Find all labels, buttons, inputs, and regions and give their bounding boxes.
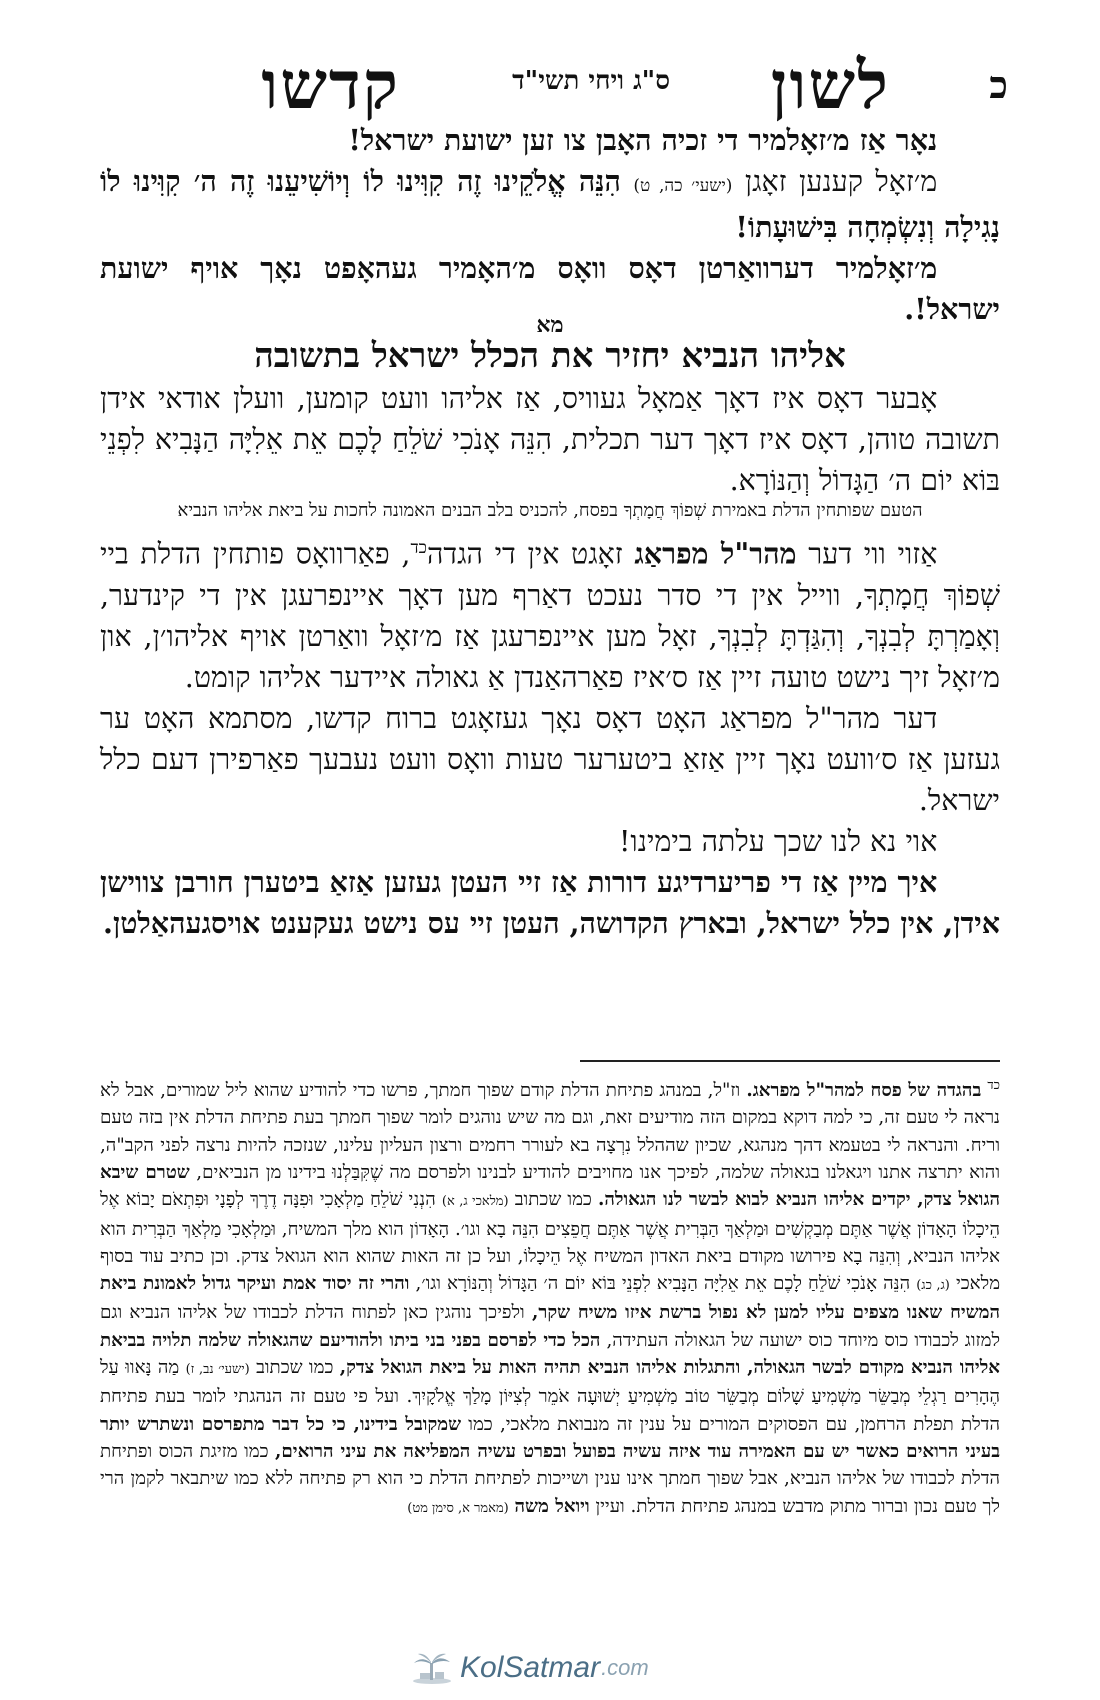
watermark-suffix: .com [601,1655,649,1680]
footnote: $^{כד}$ בהגדה של פסח למהר"ל מפראג. וז"ל, במנהג פתיחת הדלת קודם שפוך חמתך, פרשו כדי להודיע שהוא ליל שמורים, אבל לא נראה לי טעם זה, כי למה דוקא במקום הזה מודיעים זאת, וגם מה שיש נוהגים לומר שפוך חמתך בעת פתיחת הדלת אין בזה טעם וריח. והנראה לי בטעמא דהך מנהגא, שכיון שההלל נִרְצָה בא לעורר רחמים ורצון העליון עלינו, שנזכה להיות נרצה לפני הקב"ה, והוא יתרצה אתנו ויגאלנו בגאולה שלמה, לפיכך אנו מחויבים להודיע לבנינו ולפרסם מה שֶׁקִּבַּלְנוּ בידינו מן הנביאים, שטרם שיבא הגואל צדק, יקדים אליהו הנביא לבוא לבשר לנו הגאולה. כמו שכתוב (מלאכי ג, א) הִנְנִי שֹׁלֵחַ מַלְאָכִי וּפִנָּה דֶרֶךְ לְפָנָי וּפִתְאֹם יָבוֹא אֶל הֵיכָלוֹ הָאָדוֹן אֲשֶׁר אַתֶּם מְבַקְשִׁים וּמַלְאַךְ הַבְּרִית אֲשֶׁר אַתֶּם חֲפֵצִים הִנֵּה בָא וגו׳. הָאָדוֹן הוא מלך המשיח, וּמַלְאָכִי מַלְאַךְ הַבְּרִית הוא אליהו הנביא, וְהִנֵּה בָא פירושו מקודם ביאת האדון המשיח אֶל הֵיכָלוֹ, ועל כן זה האות שהוא הוא הגואל צדק. וכן כתיב עוד בסוף מלאכי (ג, כג) הִנֵּה אָנֹכִי שֹׁלֵחַ לָכֶם אֵת אֵלִיָּה הַנָּבִיא לִפְנֵי בּוֹא יוֹם ה׳ הַגָּדוֹל וְהַנּוֹרָא וגו׳, והרי זה יסוד אמת ועיקר גדול לאמונת ביאת המשיח שאנו מצפים עליו למען לא נפול ברשת איזו משיח שקר, ולפיכך נוהגין כאן לפתוח הדלת לכבודו של אליהו הנביא וגם למזוג לכבודו כוס מיוחד כוס ישועה של הגאולה העתידה, הכל כדי לפרסם בפני בני ביתו ולהודיעם שהגאולה שלמה תלויה בביאת אליהו הנביא מקודם לבשר הגאולה, והתגלות אליהו הנביא תהיה האות על ביאת הגואל צדק, כמו שכתוב (ישעי׳ נב, ז) מַה נָּאווּ עַל הֶהָרִים רַגְלֵי מְבַשֵּׂר מַשְׁמִיעַ שָׁלוֹם מְבַשֵּׂר טוֹב מַשְׁמִיעַ יְשׁוּעָה אֹמֵר לְצִיּוֹן מָלַךְ אֱלֹקָיִךְ. ועל פי טעם זה הנהגתי לומר בעת פתיחת הדלת תפלת הרחמן, עם הפסוקים המורים על ענין זה מנבואת מלאכי, כמו שמקובל בידינו, כי כל דבר מתפרסם ונשתרש יותר בעיני הרואים כאשר יש עם האמירה עוד איזה עשיה בפועל ובפרט עשיה המפליאה את עיני הרואים, כמו מזיגת הכוס ופתיחת הדלת לכבודו של אליהו הנביא, אבל שפוך חמתך אינו ענין ושייכות לפתיחת הדלת כי הוא רק פתיחה ללא כמו שיתבאר לקמן הרי לך טעם נכון וברור מתוק מדבש במנהג פתיחת הדלת. ועיין ויואל משה (מאמר א, סימן מט) [100,1078,1001,1517]
paragraph: מ׳זאָלמיר דערוואַרטן דאָס וואָס מ׳האָמיר געהאָפט נאָך אויף ישועת ישראל!. [100,251,1000,326]
section-body [100,528,1000,944]
page-header [0,40,1100,124]
palm-tree-logo-icon [410,1651,454,1685]
header-title-word-2: קדשו [261,46,400,124]
author-name: מהר"ל מפראַג [634,536,797,571]
watermark-text: KolSatmar [460,1651,601,1684]
verse-reference: (ישעי׳ כה, ט) [633,176,733,196]
footnote-marker: כד [410,538,427,558]
paragraph: אַזוי ווי דער מהר"ל מפראַג זאָגט אין די הגדה$^{כד}$, פאַרוואָס פותחין הדלת ביי שְׁפוֹךְ חֲמָתְךָ, ווייל אין די סדר נעכט דאַרף מען דאָך איינפרעגן אין די קינדער, וְאָמַרְתָּ לְבִנְךָ, וְהִגַּדְתָּ לְבִנְךָ, זאָל מען איינפרעגן אַז מ׳זאָל וואַרטן אויף אליהו׳ן, און מ׳זאָל זיך נישט טועה זיין אַז ס׳איז פאַרהאַנדן אַ גאולה איידער אליהו קומט. [100,536,1000,694]
paragraph: נאָר אַז מ׳זאָלמיר די זכיה האָבן צו זען ישועת ישראל! [348,123,938,157]
paragraph: מ׳זאָל קענען זאָגן (ישעי׳ כה, ט) הִנֵּה אֱלֹקֵינוּ זֶה קִוִּינוּ לוֹ וְיוֹשִׁיעֵנוּ זֶה ה׳ קִוִּינוּ לוֹ נָגִילָה וְנִשְׂמְחָה בִּישׁוּעָתוֹ! [100,164,1000,244]
section-intro [100,378,1000,501]
section-title: אליהו הנביא יחזיר את הכלל ישראל בתשובה [254,336,846,376]
page-number: כ [989,62,1008,107]
paragraph: אָבער דאָס איז דאָך אַמאָל געוויס, אַז אליהו וועט קומען, וועלן אודאי אידן תשובה טוהן, דאָס איז דאָך דער תכלית, הִנֵּה אָנֹכִי שֹׁלֵחַ לָכֶם אֵת אֵלִיָּה הַנָּבִיא לִפְנֵי בּוֹא יוֹם ה׳ הַגָּדוֹל וְהַנּוֹרָא. [100,382,1000,497]
footnote-number: כד [987,1078,1001,1093]
paragraph: אוי נא לנו שכך עלתה בימינו! [618,824,938,858]
header-title-word-1: לשון [770,46,890,124]
section-number: מא [536,312,564,338]
kolsatmar-watermark [410,1650,649,1686]
top-text-block [100,120,1000,330]
header-parsha-date: ס"ג ויחי תשי"ד [512,66,670,96]
paragraph: דער מהר"ל מפראַג האָט דאָס נאָך געזאָגט ברוח קדשו, מסתמא האָט ער געזען אַז ס׳וועט נאָך זיין אַזאַ ביטערער טעות וואָס וועט נעבעך פאַרפירן דעם כלל ישראל. [100,701,1000,817]
section-subtitle: הטעם שפותחין הדלת באמירת שְׁפוֹךְ חֲמָתְךָ בפסח, להכניס בלב הבנים האמונה לחכות על ביאת אליהו הנביא [177,500,923,521]
footnote-divider [580,1060,1000,1062]
paragraph: איך מיין אַז די פריערדיגע דורות אַז זיי העטן געזען אַזאַ ביטערן חורבן צווישן אידן, אין כלל ישראל, ובארץ הקדושה, העטן זיי עס נישט געקענט אויסגעהאַלטן. [100,864,1000,940]
